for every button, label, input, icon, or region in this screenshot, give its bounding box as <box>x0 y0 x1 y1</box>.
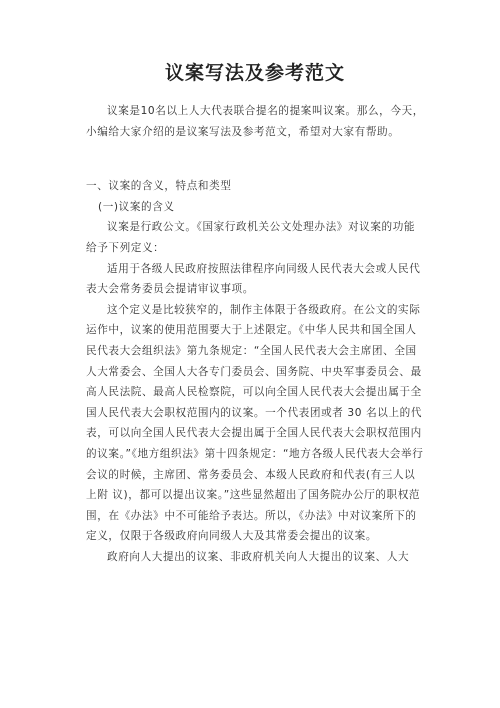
section-heading: 一、议案的含义，特点和类型 <box>86 180 232 193</box>
intro-paragraph: 议案是10名以上人大代表联合提名的提案叫议案。那么，今天，小编给大家介绍的是议案写法及参考范文，希望对大家有帮助。 <box>86 105 424 138</box>
document-title: 议案写法及参考范文 <box>164 62 345 84</box>
section-spacer <box>86 142 424 176</box>
body-paragraph: 这个定义是比较狭窄的，制作主体限于各级政府。在公文的实际运作中，议案的使用范围要大于上述限定。《中华人民共和国全国人民代表大会组织法》第九条规定：“全国人民代表大会主席团、全国人大常委会、全国人大各专门委员会、国务院、中央军事委员会、最高人民法院、最高人民检察院，可以向全国人民代表大会提出属于全国人民代表大会职权范围内的议案。一个代表团或者 30 名以上的代表，可以向全国人民代表大会提出属于全国人民代表大会职权范围内的议案。”《地方组织法》第十四条规定：“地方各级人民代表大会举行会议的时候，主席团、常务委员会、本级人民政府和代表(有三人以上附 议)，都可以提出议案。”这些显然超出了国务院办公厅的职权范围，在《办法》中不可能给予表达。所以，《办法》中对议案所下的定义，仅限于各级政府向同级人大及其常委会提出的议案。 <box>86 303 424 543</box>
body-paragraph: 议案是行政公文。《国家行政机关公文处理办法》对议案的功能给予下列定义： <box>86 221 416 254</box>
body-paragraph: 适用于各级人民政府按照法律程序向同级人民代表大会或人民代表大会常务委员会提请审议事项。 <box>86 262 421 296</box>
body-paragraph: 政府向人大提出的议案、非政府机关向人大提出的议案、人大 <box>107 550 410 563</box>
subsection-heading: (一)议案的含义 <box>98 200 175 213</box>
